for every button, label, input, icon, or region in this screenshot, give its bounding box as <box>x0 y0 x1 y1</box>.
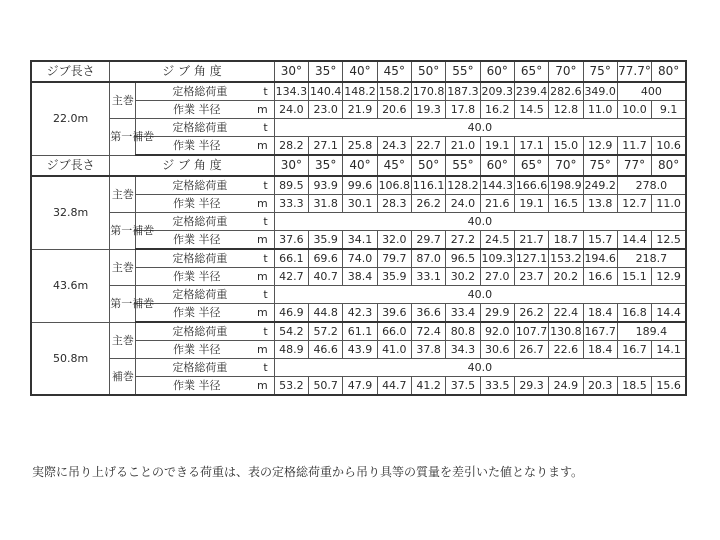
radius-value: 17.8 <box>446 101 480 119</box>
radius-item-unit: m <box>257 306 268 319</box>
crane-load-table <box>30 60 687 396</box>
load-value-merged: 278.0 <box>617 176 686 195</box>
angle-cell: 65° <box>514 155 548 176</box>
angle-cell: 75° <box>583 155 617 176</box>
angle-header-row <box>31 61 686 82</box>
jib-length: 32.8m <box>31 176 110 249</box>
rated-load-item-unit: t <box>263 361 268 374</box>
jib-angle-header: ジ ブ 角 度 <box>110 155 275 176</box>
radius-item-label: 作業 半径 <box>172 306 221 319</box>
load-value: 69.6 <box>309 249 343 268</box>
radius-value: 27.2 <box>446 231 480 250</box>
load-value: 92.0 <box>480 322 514 341</box>
radius-item <box>136 231 274 250</box>
radius-value: 30.2 <box>446 268 480 286</box>
radius-item <box>136 268 274 286</box>
radius-value: 23.0 <box>309 101 343 119</box>
radius-value: 37.6 <box>274 231 308 250</box>
load-value: 148.2 <box>343 82 377 101</box>
radius-value: 14.4 <box>652 304 686 323</box>
main-rated-load-row <box>31 249 686 268</box>
main-hoist-label: 主巻 <box>110 249 136 286</box>
rated-load-item <box>136 82 274 101</box>
angle-cell: 80° <box>652 61 686 82</box>
radius-value: 26.2 <box>514 304 548 323</box>
radius-value: 15.0 <box>549 137 583 156</box>
radius-value: 21.7 <box>514 231 548 250</box>
main-rated-load-row <box>31 322 686 341</box>
load-value: 57.2 <box>309 322 343 341</box>
radius-value: 20.6 <box>377 101 411 119</box>
rated-load-item-unit: t <box>263 85 268 98</box>
rated-load-item <box>136 322 274 341</box>
aux-load-value: 40.0 <box>274 119 686 137</box>
load-value: 96.5 <box>446 249 480 268</box>
radius-value: 19.1 <box>514 195 548 213</box>
jib-angle-header: ジ ブ 角 度 <box>110 61 275 82</box>
aux-load-value: 40.0 <box>274 286 686 304</box>
radius-item <box>136 195 274 213</box>
angle-cell: 70° <box>549 155 583 176</box>
radius-value: 15.1 <box>617 268 651 286</box>
angle-cell: 45° <box>377 155 411 176</box>
load-value: 74.0 <box>343 249 377 268</box>
radius-value: 16.7 <box>617 341 651 359</box>
rated-load-item <box>136 249 274 268</box>
angle-cell: 50° <box>411 61 445 82</box>
radius-value: 26.2 <box>411 195 445 213</box>
radius-value: 50.7 <box>309 377 343 396</box>
angle-cell: 77.7° <box>617 61 651 82</box>
jib-length-header: ジブ長さ <box>31 155 110 176</box>
aux-load-value: 40.0 <box>274 213 686 231</box>
radius-item-unit: m <box>257 197 268 210</box>
radius-value: 16.6 <box>583 268 617 286</box>
aux-load-value: 40.0 <box>274 359 686 377</box>
load-value: 61.1 <box>343 322 377 341</box>
radius-value: 18.7 <box>549 231 583 250</box>
radius-item-unit: m <box>257 270 268 283</box>
radius-value: 44.7 <box>377 377 411 396</box>
radius-value: 47.9 <box>343 377 377 396</box>
load-value: 249.2 <box>583 176 617 195</box>
radius-value: 23.7 <box>514 268 548 286</box>
radius-item-label: 作業 半径 <box>172 197 221 210</box>
radius-item-label: 作業 半径 <box>172 270 221 283</box>
load-value: 89.5 <box>274 176 308 195</box>
main-rated-load-row <box>31 82 686 101</box>
radius-value: 18.5 <box>617 377 651 396</box>
radius-value: 48.9 <box>274 341 308 359</box>
rated-load-item-unit: t <box>263 215 268 228</box>
radius-item <box>136 377 274 396</box>
rated-load-item-unit: t <box>263 179 268 192</box>
radius-value: 27.1 <box>309 137 343 156</box>
rated-load-item <box>136 213 274 231</box>
radius-item-unit: m <box>257 343 268 356</box>
angle-cell: 55° <box>446 61 480 82</box>
radius-value: 33.4 <box>446 304 480 323</box>
radius-item <box>136 304 274 323</box>
load-value: 80.8 <box>446 322 480 341</box>
rated-load-item-label: 定格総荷重 <box>172 121 228 134</box>
angle-cell: 50° <box>411 155 445 176</box>
radius-value: 53.2 <box>274 377 308 396</box>
radius-value: 37.8 <box>411 341 445 359</box>
radius-value: 46.9 <box>274 304 308 323</box>
radius-value: 40.7 <box>309 268 343 286</box>
radius-value: 24.0 <box>446 195 480 213</box>
rated-load-item-label: 定格総荷重 <box>172 361 228 374</box>
main-hoist-label: 主巻 <box>110 322 136 359</box>
angle-cell: 40° <box>343 61 377 82</box>
radius-value: 12.9 <box>652 268 686 286</box>
load-value: 166.6 <box>514 176 548 195</box>
radius-value: 21.6 <box>480 195 514 213</box>
radius-value: 11.7 <box>617 137 651 156</box>
rated-load-item-unit: t <box>263 252 268 265</box>
radius-value: 22.6 <box>549 341 583 359</box>
radius-value: 42.3 <box>343 304 377 323</box>
aux-rated-load-row <box>31 119 686 137</box>
aux-hoist-label: 第一補巻 <box>110 286 136 323</box>
radius-value: 27.0 <box>480 268 514 286</box>
rated-load-item-label: 定格総荷重 <box>172 215 228 228</box>
radius-value: 22.4 <box>549 304 583 323</box>
radius-value: 24.0 <box>274 101 308 119</box>
angle-cell: 70° <box>549 61 583 82</box>
load-value-merged: 400 <box>617 82 686 101</box>
load-value: 106.8 <box>377 176 411 195</box>
radius-value: 42.7 <box>274 268 308 286</box>
radius-value: 12.9 <box>583 137 617 156</box>
aux-hoist-label: 補巻 <box>110 359 136 396</box>
rated-load-item-unit: t <box>263 288 268 301</box>
radius-value: 30.1 <box>343 195 377 213</box>
radius-value: 26.7 <box>514 341 548 359</box>
radius-value: 38.4 <box>343 268 377 286</box>
radius-value: 34.3 <box>446 341 480 359</box>
angle-cell: 80° <box>652 155 686 176</box>
radius-value: 44.8 <box>309 304 343 323</box>
radius-item-unit: m <box>257 379 268 392</box>
radius-value: 31.8 <box>309 195 343 213</box>
radius-item <box>136 341 274 359</box>
load-value: 72.4 <box>411 322 445 341</box>
load-value-merged: 218.7 <box>617 249 686 268</box>
load-value: 144.3 <box>480 176 514 195</box>
load-value: 170.8 <box>411 82 445 101</box>
radius-item <box>136 137 274 156</box>
radius-value: 28.3 <box>377 195 411 213</box>
radius-item <box>136 101 274 119</box>
radius-value: 18.4 <box>583 341 617 359</box>
radius-value: 21.0 <box>446 137 480 156</box>
angle-cell: 35° <box>309 155 343 176</box>
radius-value: 35.9 <box>377 268 411 286</box>
aux-rated-load-row <box>31 359 686 377</box>
radius-value: 12.8 <box>549 101 583 119</box>
load-value: 349.0 <box>583 82 617 101</box>
load-value: 167.7 <box>583 322 617 341</box>
radius-item-label: 作業 半径 <box>172 379 221 392</box>
radius-value: 33.1 <box>411 268 445 286</box>
angle-cell: 55° <box>446 155 480 176</box>
radius-item-unit: m <box>257 103 268 116</box>
load-value: 140.4 <box>309 82 343 101</box>
main-rated-load-row <box>31 176 686 195</box>
radius-value: 20.3 <box>583 377 617 396</box>
main-hoist-label: 主巻 <box>110 176 136 213</box>
radius-value: 10.0 <box>617 101 651 119</box>
radius-value: 16.8 <box>617 304 651 323</box>
angle-cell: 45° <box>377 61 411 82</box>
radius-value: 39.6 <box>377 304 411 323</box>
radius-value: 24.9 <box>549 377 583 396</box>
load-value: 239.4 <box>514 82 548 101</box>
radius-value: 28.2 <box>274 137 308 156</box>
radius-value: 41.0 <box>377 341 411 359</box>
radius-value: 20.2 <box>549 268 583 286</box>
load-value: 109.3 <box>480 249 514 268</box>
jib-length: 50.8m <box>31 322 110 395</box>
radius-value: 24.3 <box>377 137 411 156</box>
radius-value: 43.9 <box>343 341 377 359</box>
radius-value: 35.9 <box>309 231 343 250</box>
radius-value: 14.5 <box>514 101 548 119</box>
load-value: 93.9 <box>309 176 343 195</box>
radius-value: 36.6 <box>411 304 445 323</box>
rated-load-item <box>136 286 274 304</box>
rated-load-item-unit: t <box>263 325 268 338</box>
radius-value: 12.7 <box>617 195 651 213</box>
radius-value: 9.1 <box>652 101 686 119</box>
angle-cell: 30° <box>274 155 308 176</box>
radius-value: 11.0 <box>583 101 617 119</box>
load-value: 66.1 <box>274 249 308 268</box>
radius-value: 33.3 <box>274 195 308 213</box>
radius-value: 21.9 <box>343 101 377 119</box>
angle-header-row <box>31 155 686 176</box>
radius-value: 15.6 <box>652 377 686 396</box>
load-value: 209.3 <box>480 82 514 101</box>
angle-cell: 30° <box>274 61 308 82</box>
radius-value: 14.1 <box>652 341 686 359</box>
load-value: 282.6 <box>549 82 583 101</box>
radius-value: 29.7 <box>411 231 445 250</box>
angle-cell: 77° <box>617 155 651 176</box>
load-value: 198.9 <box>549 176 583 195</box>
jib-length: 22.0m <box>31 82 110 155</box>
load-value: 158.2 <box>377 82 411 101</box>
load-value: 99.6 <box>343 176 377 195</box>
rated-load-item-unit: t <box>263 121 268 134</box>
load-value: 66.0 <box>377 322 411 341</box>
radius-value: 13.8 <box>583 195 617 213</box>
radius-value: 30.6 <box>480 341 514 359</box>
rated-load-item <box>136 119 274 137</box>
radius-value: 33.5 <box>480 377 514 396</box>
radius-value: 10.6 <box>652 137 686 156</box>
jib-length-header: ジブ長さ <box>31 61 110 82</box>
load-value: 134.3 <box>274 82 308 101</box>
load-value: 187.3 <box>446 82 480 101</box>
rated-load-item-label: 定格総荷重 <box>172 85 228 98</box>
radius-value: 15.7 <box>583 231 617 250</box>
angle-cell: 35° <box>309 61 343 82</box>
aux-rated-load-row <box>31 213 686 231</box>
radius-item-label: 作業 半径 <box>172 139 221 152</box>
aux-hoist-label: 第一補巻 <box>110 213 136 250</box>
radius-value: 16.2 <box>480 101 514 119</box>
load-value: 54.2 <box>274 322 308 341</box>
main-hoist-label: 主巻 <box>110 82 136 119</box>
angle-cell: 65° <box>514 61 548 82</box>
radius-item-label: 作業 半径 <box>172 103 221 116</box>
aux-hoist-label: 第一補巻 <box>110 119 136 156</box>
radius-value: 16.5 <box>549 195 583 213</box>
table-body <box>31 61 686 395</box>
load-value: 194.6 <box>583 249 617 268</box>
radius-item-label: 作業 半径 <box>172 233 221 246</box>
load-value: 116.1 <box>411 176 445 195</box>
load-value: 130.8 <box>549 322 583 341</box>
jib-length: 43.6m <box>31 249 110 322</box>
radius-value: 22.7 <box>411 137 445 156</box>
radius-value: 29.3 <box>514 377 548 396</box>
radius-value: 12.5 <box>652 231 686 250</box>
radius-item-unit: m <box>257 139 268 152</box>
load-value: 128.2 <box>446 176 480 195</box>
radius-value: 41.2 <box>411 377 445 396</box>
radius-item-label: 作業 半径 <box>172 343 221 356</box>
radius-value: 17.1 <box>514 137 548 156</box>
radius-value: 19.1 <box>480 137 514 156</box>
load-value: 79.7 <box>377 249 411 268</box>
radius-value: 46.6 <box>309 341 343 359</box>
load-value: 87.0 <box>411 249 445 268</box>
radius-value: 18.4 <box>583 304 617 323</box>
rated-load-item-label: 定格総荷重 <box>172 288 228 301</box>
load-value: 107.7 <box>514 322 548 341</box>
rated-load-item-label: 定格総荷重 <box>172 252 228 265</box>
radius-value: 14.4 <box>617 231 651 250</box>
aux-rated-load-row <box>31 286 686 304</box>
load-value-merged: 189.4 <box>617 322 686 341</box>
load-value: 127.1 <box>514 249 548 268</box>
load-value: 153.2 <box>549 249 583 268</box>
radius-value: 24.5 <box>480 231 514 250</box>
rated-load-item-label: 定格総荷重 <box>172 179 228 192</box>
rated-load-item <box>136 176 274 195</box>
radius-value: 32.0 <box>377 231 411 250</box>
angle-cell: 75° <box>583 61 617 82</box>
footnote: 実際に吊り上げることのできる荷重は、表の定格総荷重から吊り具等の質量を差引いた値となります。 <box>32 465 584 479</box>
radius-value: 25.8 <box>343 137 377 156</box>
angle-cell: 60° <box>480 61 514 82</box>
radius-value: 29.9 <box>480 304 514 323</box>
rated-load-item <box>136 359 274 377</box>
radius-item-unit: m <box>257 233 268 246</box>
angle-cell: 60° <box>480 155 514 176</box>
radius-value: 19.3 <box>411 101 445 119</box>
angle-cell: 40° <box>343 155 377 176</box>
rated-load-item-label: 定格総荷重 <box>172 325 228 338</box>
radius-value: 37.5 <box>446 377 480 396</box>
radius-value: 34.1 <box>343 231 377 250</box>
radius-value: 11.0 <box>652 195 686 213</box>
